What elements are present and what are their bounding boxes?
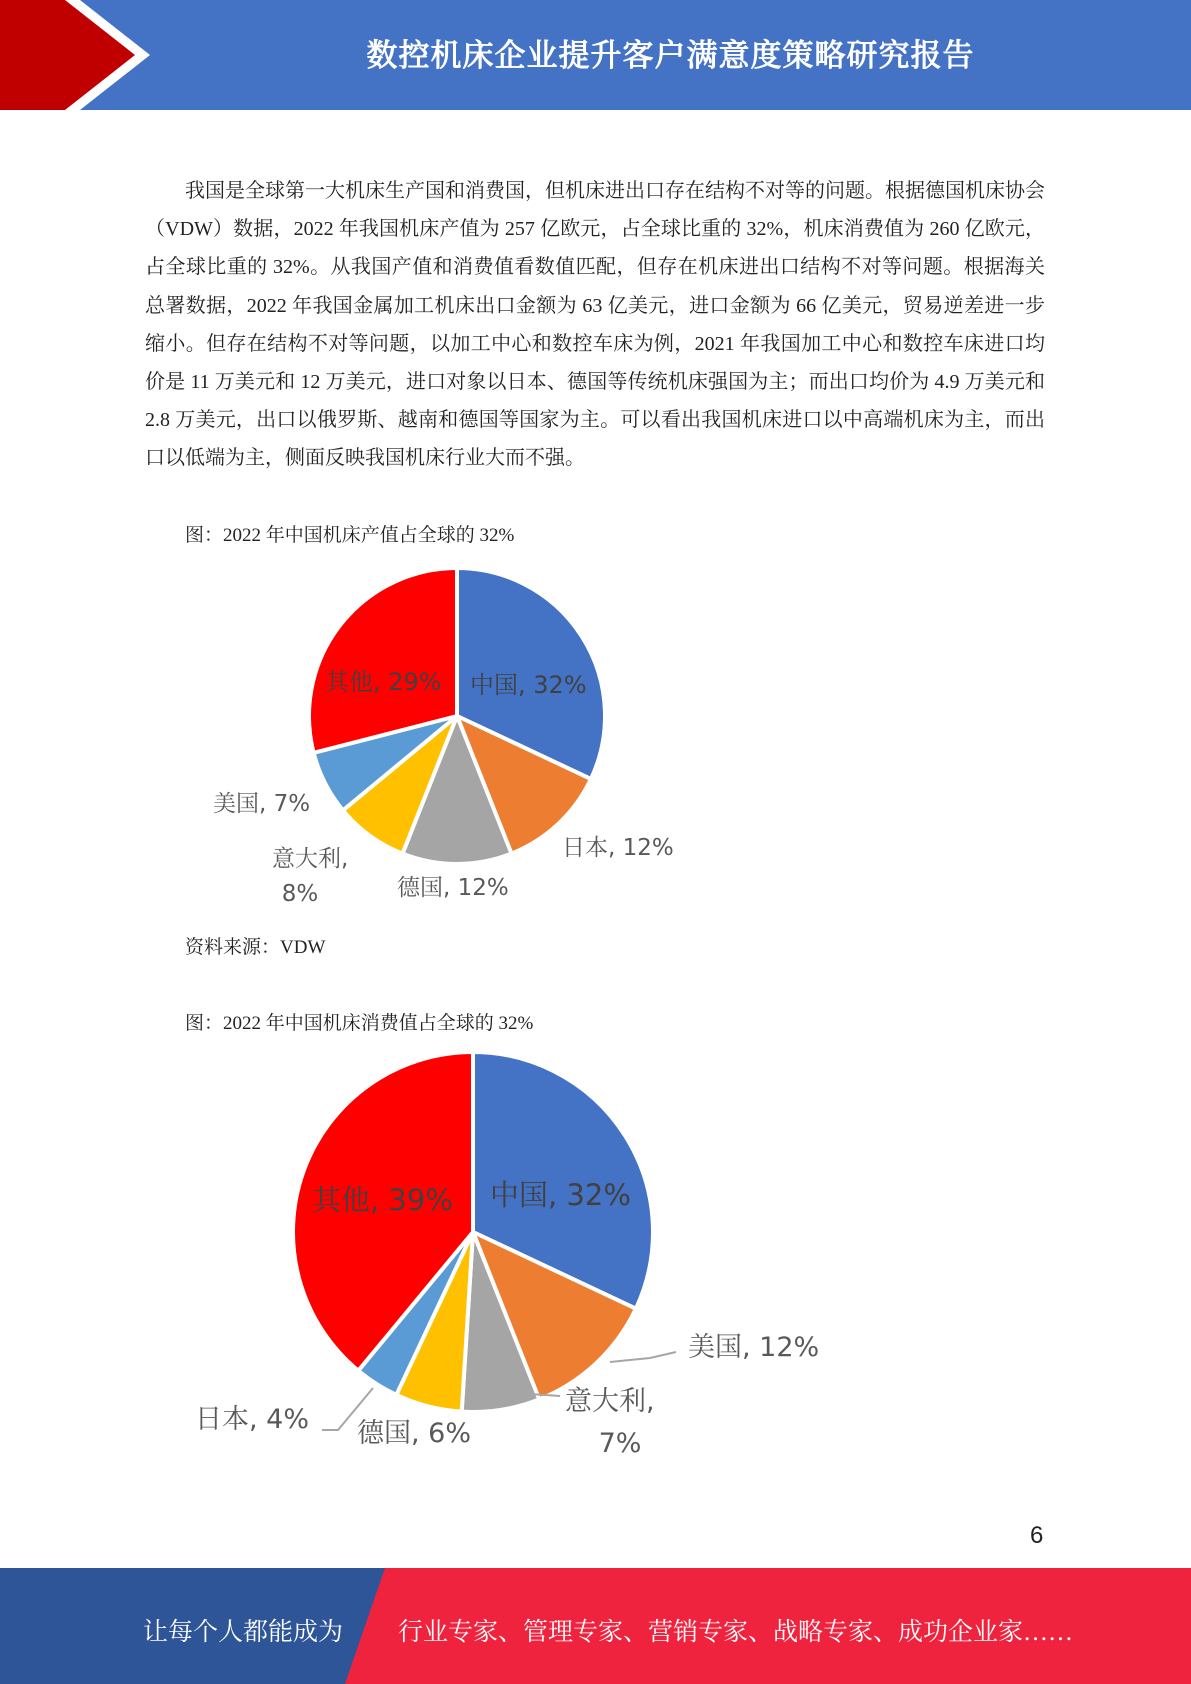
document-title: 数控机床企业提升客户满意度策略研究报告 xyxy=(366,38,975,74)
pie-label-2: 德国, 12% xyxy=(397,875,509,901)
pie-label-3: 意大利, xyxy=(272,846,349,872)
consumption-pie-chart xyxy=(0,1040,1191,1480)
page-header xyxy=(0,0,1191,110)
pie-label-5: 日本, 4% xyxy=(195,1404,309,1435)
figure1-caption: 图：2022 年中国机床产值占全球的 32% xyxy=(185,525,515,546)
production-pie-chart xyxy=(0,556,1191,916)
page-footer xyxy=(0,1568,1191,1684)
figure1-source: 资料来源：VDW xyxy=(185,937,326,958)
pie-label-0: 中国, 32% xyxy=(490,1178,631,1212)
pie-label-6: 其他, 29% xyxy=(325,668,442,696)
pie-label-4: 8% xyxy=(281,881,319,907)
pie-label-5: 美国, 7% xyxy=(213,791,311,817)
pie-label-6: 其他, 39% xyxy=(312,1183,453,1217)
leader-line-0 xyxy=(610,1352,676,1362)
footer-slogan: 让每个人都能成为 xyxy=(143,1619,344,1646)
page-number: 6 xyxy=(1030,1522,1044,1549)
body-paragraph: 我国是全球第一大机床生产国和消费国，但机床进出口存在结构不对等的问题。根据德国机床协会（VDW）数据，2022 年我国机床产值为 257 亿欧元，占全球比重的 32%，机床消费值为 260 亿欧元，占全球比重的 32%。从我国产值和消费值看数值匹配，但存在机床进出口结构不对等问题。根据海关总署数据，2022 年我国金属加工机床出口金额为 63 亿美元，进口金额为 66 亿美元，贸易逆差进一步缩小。但存在结构不对等问题，以加工中心和数控车床为例，2021 年我国加工中心和数控车床进口均价是 11 万美元和 12 万美元，进口对象以日本、德国等传统机床强国为主；而出口均价为 4.9 万美元和 2.8 万美元，出口以俄罗斯、越南和德国等国家为主。可以看出我国机床进口以中高端机床为主，而出口以低端为主，侧面反映我国机床行业大而不强。 xyxy=(145,180,1045,470)
figure2-caption: 图：2022 年中国机床消费值占全球的 32% xyxy=(185,1013,534,1034)
pie-label-0: 中国, 32% xyxy=(470,671,587,699)
pie-label-1: 日本, 12% xyxy=(562,835,674,861)
pie-label-1: 美国, 12% xyxy=(688,1332,820,1363)
pie-label-4: 德国, 6% xyxy=(357,1418,471,1449)
pie-label-3: 7% xyxy=(598,1428,642,1459)
footer-roles: 行业专家、管理专家、营销专家、战略专家、成功企业家…… xyxy=(398,1619,1074,1646)
pie-label-2: 意大利, xyxy=(565,1386,655,1417)
